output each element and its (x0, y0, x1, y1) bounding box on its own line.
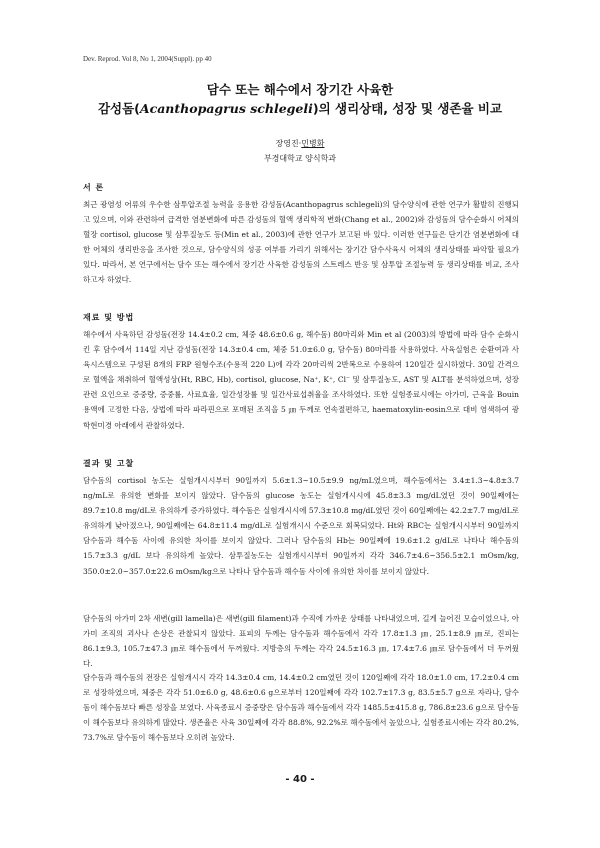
author-list (60, 138, 540, 149)
author-first: 장영진 (275, 139, 299, 148)
title-line-1: 담수 또는 해수에서 장기간 사육한 (206, 82, 394, 97)
heading-results: 결과 및 고찰 (83, 459, 135, 468)
page-number: - 40 - (285, 774, 315, 785)
results-paragraph-2: 담수돔의 아가미 2차 새변(gill lamella)은 새변(gill filament)과 수직에 가까운 상태를 나타내었으며, 길게 늘어진 모습이었으나, 아가미 조직의 괴사나 손상은 관찰되지 않았다. 표피의 두께는 담수돔과 해수돔에서 각각 17.8±1.3 ㎛, 25.1±8.9 ㎛로, 진피는 86.1±9.3, 105.7±47.3 ㎛로 해수돔에서 두꺼웠다. 지방층의 두께는 각각 24.5±16.3 ㎛, 17.4±7.6 ㎛로 담수돔에서 더 두꺼웠다. (83, 614, 519, 669)
heading-methods: 재료 및 방법 (83, 313, 135, 322)
species-name: Acanthopagrus schlegeli (139, 101, 313, 116)
journal-reference: Dev. Reprod. Vol 8, No 1, 2004(Suppl). pp 40 (83, 55, 212, 63)
title-prefix: 감성돔( (97, 101, 140, 116)
affiliation: 부경대학교 양식학과 (263, 154, 337, 163)
title-line-2 (60, 99, 540, 117)
author-separator: · (298, 139, 302, 148)
title-suffix: )의 생리상태, 성장 및 생존율 비교 (312, 101, 503, 116)
heading-introduction: 서 론 (83, 183, 105, 192)
author-second: 민병화 (301, 139, 325, 148)
methods-paragraph: 해수에서 사육하던 감성돔(전장 14.4±0.2 cm, 체중 48.6±0.6 g, 해수돔) 80마리와 Min et al (2003)의 방법에 따라 담수 순화시킨 후 담수에서 114일 지난 감성돔(전장 14.3±0.4 cm, 체중 51.0±6.0 g, 담수돔) 80마리를 사용하였다. 사육실험은 순환여과 사육시스템으로 구성된 8개의 FRP 원형수조(수용적 220 L)에 각각 20마리씩 2반복으로 수용하여 120일간 실시하였다. 30일 간격으로 혈액을 채취하여 혈액성상(Ht, RBC, Hb), cortisol, glucose, Na⁺, K⁺, Cl⁻ 및 삼투질농도, AST 및 ALT를 분석하였으며, 성장관련 요인으로 증중량, 증중률, 사료효율, 일간성장률 및 일간사료섭취율을 조사하였다. 또한 실험종료시에는 아가미, 근육을 Bouin 용액에 고정한 다음, 상법에 따라 파라핀으로 포매된 조직을 5 ㎛ 두께로 연속절편하고, haematoxylin-eosin으로 대비 염색하여 광학현미경 아래에서 관찰하였다. (83, 330, 519, 430)
results-paragraph-3: 담수돔과 해수돔의 전장은 실험개시시 각각 14.3±0.4 cm, 14.4±0.2 cm였던 것이 120일째에 각각 18.0±1.0 cm, 17.2±0.4 cm로 성장하였으며, 체중은 각각 51.0±6.0 g, 48.6±0.6 g으로부터 120일째에 각각 102.7±17.3 g, 83.5±5.7 g으로 자라나, 담수돔이 해수돔보다 빠른 성장을 보였다. 사육종료시 증중량은 담수돔과 해수돔에서 각각 1485.5±415.8 g, 786.8±23.6 g으로 담수돔이 해수돔보다 유의하게 많았다. 생존율은 사육 30일째에 각각 88.8%, 92.2%로 해수돔에서 높았으나, 실험종료시에는 각각 80.2%, 73.7%로 담수돔이 해수돔보다 오히려 높았다. (83, 673, 519, 743)
intro-paragraph: 최근 광염성 어류의 우수한 삼투압조절 능력을 응용한 감성돔(Acanthopagrus schlegeli)의 담수양식에 관한 연구가 활발히 진행되고 있으며, 이와 관련하여 급격한 염분변화에 따른 감성돔의 혈액 생리학적 변화(Chang et al., 2002)와 감성돔의 담수순화시 어체의 혈장 cortisol, glucose 및 삼투질농도 등(Min et al., 2003)에 관한 연구가 보고된 바 있다. 이러한 연구들은 단기간 염분변화에 대한 어체의 생리반응을 조사한 것으로, 담수양식의 성공 여부를 가리기 위해서는 장기간 담수사육시 어체의 생리상태를 파악할 필요가 있다. 따라서, 본 연구에서는 담수 또는 해수에서 장기간 사육한 감성돔의 스트레스 반응 및 삼투압 조절능력 등 생리상태를 비교, 조사하고자 하였다. (83, 200, 519, 285)
results-paragraph-1: 담수돔의 cortisol 농도는 실험개시시부터 90일까지 5.6±1.3~10.5±9.9 ng/mL였으며, 해수돔에서는 3.4±1.3~4.8±3.7 ng/mL로 유의한 변화를 보이지 않았다. 담수돔의 glucose 농도는 실험개시시에 45.8±3.3 mg/dL였던 것이 90일째에는 89.7±10.8 mg/dL로 유의하게 증가하였다. 해수돔은 실험개시시에 57.3±10.8 mg/dL였던 것이 60일째에는 42.2±7.7 mg/dL로 유의하게 낮아졌으나, 90일째에는 64.8±11.4 mg/dL로 실험개시시 수준으로 회복되었다. Ht와 RBC는 실험개시시부터 90일까지 담수돔과 해수돔 사이에 유의한 차이를 보이지 않았다. 그러나 담수돔의 Hb는 90일째에 19.6±1.2 g/dL로 나타나 해수돔의 15.7±3.3 g/dL 보다 유의하게 높았다. 삼투질농도는 실험개시시부터 90일까지 각각 346.7±4.6~356.5±2.1 mOsm/kg, 350.0±2.0~357.0±22.6 mOsm/kg으로 나타나 담수돔과 해수돔 사이에 유의한 차이를 보이지 않았다. (83, 476, 519, 576)
